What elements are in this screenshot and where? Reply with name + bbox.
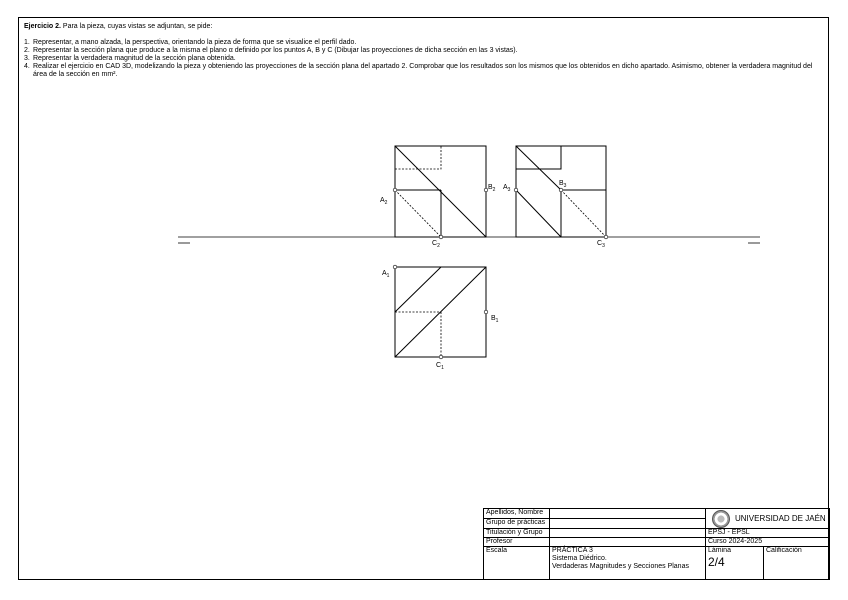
front-view	[393, 146, 488, 239]
label-a3: $A_3$	[503, 184, 511, 193]
profesor-field[interactable]	[550, 538, 706, 547]
exercise-item-2: 2. Representar la sección plana que produce a la misma el plano α definido por los puntos A, B y C (Dibujar las proyecciones de dicha sección en las 3 vistas).	[24, 47, 518, 54]
label-c2: $C_2$	[432, 240, 440, 249]
label-b3: $B_3$	[559, 180, 567, 189]
escala-label: Escala	[484, 547, 550, 580]
calificacion-cell[interactable]	[764, 547, 830, 580]
practice-info	[550, 547, 706, 580]
label-a1: $A_1$	[382, 270, 390, 279]
practice-subject-1: Sistema Diédrico.	[552, 555, 607, 562]
calificacion-label: Calificación	[766, 547, 802, 554]
grupo-field[interactable]	[550, 519, 706, 529]
profesor-label: Profesor	[484, 538, 550, 547]
exercise-title-bold: Ejercicio 2.	[24, 23, 61, 30]
apellidos-label: Apellidos, Nombre	[484, 509, 550, 519]
practice-number: PRÁCTICA 3	[552, 547, 593, 554]
lamina-cell	[706, 547, 764, 580]
ground-line	[178, 237, 760, 243]
exercise-item-4: 4. Realizar el ejercicio en CAD 3D, modelizando la pieza y obteniendo las proyecciones de la sección plana del apartado 2. Comprobar que los resultados son los mismos que los obtenidos en dicho apartado. Asimismo, obtener la verdadera magnitud del área de la sección en mm².	[24, 63, 813, 78]
exercise-title-text: Para la pieza, cuyas vistas se adjuntan, se pide:	[60, 23, 213, 30]
side-view	[514, 146, 608, 239]
titulacion-label: Titulación y Grupo	[484, 529, 550, 538]
grupo-label: Grupo de prácticas	[484, 519, 550, 529]
school-name: EPSJ - EPSL	[706, 529, 830, 538]
university-logo	[708, 510, 827, 528]
lamina-value: 2/4	[708, 555, 725, 569]
exercise-item-1: 1. Representar, a mano alzada, la perspectiva, orientando la pieza de forma que se visualice el perfil dado.	[24, 39, 357, 46]
practice-subject-2: Verdaderas Magnitudes y Secciones Planas	[552, 563, 689, 570]
label-a2: $A_2$	[380, 197, 388, 206]
title-block	[483, 508, 829, 580]
label-c3: $C_3$	[597, 240, 605, 249]
top-view	[393, 265, 488, 359]
course-year: Curso 2024-2025	[706, 538, 830, 547]
label-b2: $B_2$	[488, 184, 496, 193]
university-seal-icon	[712, 510, 730, 528]
label-b1: $B_1$	[491, 315, 499, 324]
lamina-label: Lámina	[708, 547, 731, 554]
university-name: UNIVERSIDAD DE JAÉN	[735, 513, 826, 523]
exercise-item-3: 3. Representar la verdadera magnitud de la sección plana obtenida.	[24, 55, 236, 62]
apellidos-field[interactable]	[550, 509, 706, 519]
titulacion-field[interactable]	[550, 529, 706, 538]
label-c1: $C_1$	[436, 362, 444, 371]
